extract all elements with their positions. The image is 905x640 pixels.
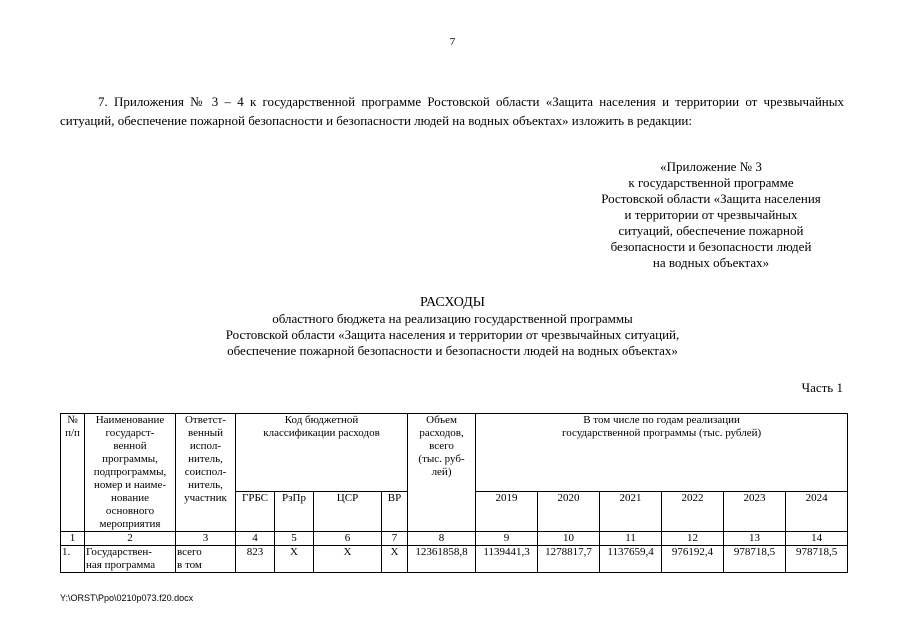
column-number: 10 [538,532,600,546]
header-no: № п/п [61,414,85,532]
cell-year-value: 978718,5 [724,546,786,573]
header-years-group: В том числе по годам реализации государственной программы (тыс. рублей) [476,414,848,492]
header-year: 2024 [786,491,848,531]
cell-rzpr: Х [275,546,314,573]
header-responsible: Ответст- венный испол- нитель, соиспол- нитель, участник [176,414,236,532]
cell-year-value: 1278817,7 [538,546,600,573]
header-rzpr: РзПр [275,491,314,531]
header-year: 2020 [538,491,600,531]
column-number: 1 [61,532,85,546]
cell-name: Государствен- ная программа [85,546,176,573]
appendix-line: безопасности и безопасности людей [610,239,812,254]
appendix-line: к государственной программе [628,175,794,190]
column-number: 14 [786,532,848,546]
header-name: Наименование государст- венной программы, подпрограммы, номер и наиме- нование основного мероприятия [85,414,176,532]
part-label: Часть 1 [801,380,843,395]
heading-line: Ростовской области «Защита населения и территории от чрезвычайных ситуаций, [225,327,680,342]
cell-responsible: всего в том [176,546,236,573]
heading-line: областного бюджета на реализацию государственной программы [272,311,633,326]
column-number: 7 [382,532,408,546]
cell-grbs: 823 [236,546,275,573]
header-year: 2023 [724,491,786,531]
column-number: 4 [236,532,275,546]
appendix-caption [566,159,856,271]
column-number-row [61,532,848,546]
cell-no: 1. [61,546,85,573]
column-number: 6 [314,532,382,546]
cell-total: 12361858,8 [408,546,476,573]
column-number: 5 [275,532,314,546]
column-number: 9 [476,532,538,546]
appendix-line: и территории от чрезвычайных [624,207,798,222]
cell-year-value: 1139441,3 [476,546,538,573]
header-vr: ВР [382,491,408,531]
column-number: 13 [724,532,786,546]
table-header-row [61,414,848,492]
document-heading [0,295,905,359]
cell-vr: Х [382,546,408,573]
heading-title: РАСХОДЫ [420,295,485,310]
header-year: 2019 [476,491,538,531]
heading-line: обеспечение пожарной безопасности и безопасности людей на водных объектах» [227,343,678,358]
header-total-volume: Объем расходов, всего (тыс. руб- лей) [408,414,476,532]
header-year: 2021 [600,491,662,531]
header-year: 2022 [662,491,724,531]
appendix-line: на водных объектах» [652,255,770,270]
column-number: 11 [600,532,662,546]
table-row [61,546,848,573]
page-number: 7 [449,36,456,48]
column-number: 2 [85,532,176,546]
cell-year-value: 1137659,4 [600,546,662,573]
column-number: 8 [408,532,476,546]
footer-file-path: Y:\ORST\Ppo\0210p073.f20.docx [60,593,194,603]
cell-year-value: 976192,4 [662,546,724,573]
appendix-line: «Приложение № 3 [660,159,762,174]
appendix-line: ситуаций, обеспечение пожарной [618,223,804,238]
column-number: 12 [662,532,724,546]
header-grbs: ГРБС [236,491,275,531]
budget-table [60,413,848,573]
header-budget-code-group: Код бюджетной классификации расходов [236,414,408,492]
intro-paragraph: 7. Приложения № 3 – 4 к государственной программе Ростовской области «Защита населения и территории от чрезвычайных ситуаций, обеспечение пожарной безопасности и безопасности людей на водных объектах» изложить в редакции: [60,94,844,128]
header-csr: ЦСР [314,491,382,531]
cell-year-value: 978718,5 [786,546,848,573]
cell-csr: Х [314,546,382,573]
column-number: 3 [176,532,236,546]
appendix-line: Ростовской области «Защита населения [601,191,821,206]
